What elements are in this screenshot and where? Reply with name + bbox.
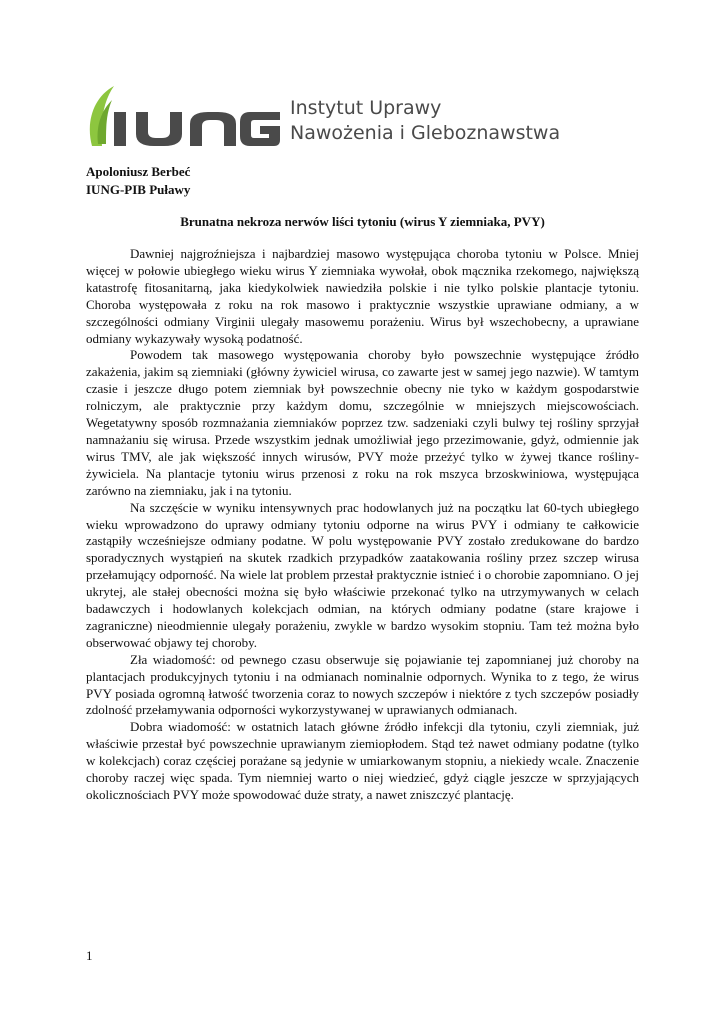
paragraph: Powodem tak masowego występowania choroby było powszechnie występujące źródło zakażenia, jakim są ziemniaki (główny żywiciel wirusa, co zawarte jest w samej jego nazwie). W tamtym czasie i jeszcze długo potem ziemniak był powszechnie obecny nie tyko w każdym gospodarstwie rolniczym, ale praktycznie przy każdym domu, szczególnie w mniejszych miejscowościach. Wegetatywny sposób rozmnażania ziemniaków poprzez tzw. sadzeniaki czyli bulwy tej rośliny sprzyjał namnażaniu się wirusa. Przede wszystkim jednak umożliwiał jego przezimowanie, gdyż, odmiennie jak wirus TMV, ale jak większość innych wirusów, PVY może przeżyć tylko w żywej tkance rośliny-żywiciela. Na plantacje tytoniu wirus przenosi z roku na rok mszyca brzoskwiniowa, występująca zarówno na ziemniaku, jak i na tytoniu. — [86, 347, 639, 498]
institute-name-line2: Nawożenia i Gleboznawstwa — [290, 122, 561, 144]
paragraph: Dawniej najgroźniejsza i najbardziej masowo występująca choroba tytoniu w Polsce. Mniej więcej w połowie ubiegłego wieku wirus Y ziemniaka wywołał, obok mącznika rzekomego, największą katastrofę fitosanitarną, jaka kiedykolwiek nawiedziła polskie i nie tylko polskie plantacje tytoniu. Choroba występowała z roku na rok masowo i praktycznie wszystkie uprawiane odmiany, a w szczególności odmiany Virginii ulegały masowemu porażeniu. Wirus był wszechobecny, a uprawiane odmiany wykazywały wysoką podatność. — [86, 246, 639, 346]
iung-logo-graphic — [84, 84, 284, 154]
author-name: Apoloniusz Berbeć — [86, 164, 191, 179]
institute-name-line1: Instytut Uprawy — [290, 97, 442, 119]
document-title: Brunatna nekroza nerwów liści tytoniu (wirus Y ziemniaka, PVY) — [180, 214, 545, 229]
paragraph: Zła wiadomość: od pewnego czasu obserwuje się pojawianie tej zapomnianej już choroby na plantacjach produkcyjnych tytoniu i na odmianach nominalnie odpornych. Wynika to z tego, że wirus PVY posiada ogromną łatwość tworzenia coraz to nowych szczepów i niektóre z tych szczepów posiadły zdolność przełamywania odporności wykorzystywanej w uprawianych odmianach. — [86, 651, 639, 718]
document-body — [86, 246, 639, 804]
paragraph: Na szczęście w wyniku intensywnych prac hodowlanych już na początku lat 60-tych ubiegłego wieku wprowadzono do uprawy odmiany tytoniu odporne na wirus PVY i odmiany te całkowicie zastąpiły wcześniejsze odmiany podatne. W polu występowanie PVY zostało zredukowane do bardzo sporadycznych wystąpień na skutek rzadkich przypadków zaatakowania rośliny przez szczep wirusa przełamujący odporność. Na wiele lat problem przestał praktycznie istnieć i o chorobie zapomniano. O jej ukrytej, ale stałej obecności można się było właściwie przekonać tylko na utrzymywanych w celach badawczych i hodowlanych kolekcjach odmian, na których odmiany podatne (stare krajowe i zagraniczne) nieodmiennie ulegały porażeniu, zwykle w bardzo wysokim stopniu. Tam też można było obserwować objawy tej choroby. — [86, 499, 639, 650]
author-block — [86, 163, 190, 199]
page-number: 1 — [86, 948, 93, 963]
paragraph: Dobra wiadomość: w ostatnich latach główne źródło infekcji dla tytoniu, czyli ziemniak, już właściwie przestał być powszechnie uprawianym ziemiopłodem. Stąd też nawet odmiany podatne (tylko w kolekcjach) coraz częściej porażane są jedynie w umiarkowanym stopniu, a niekiedy wcale. Znaczenie choroby raczej więc spada. Tym niemniej warto o niej wiedzieć, gdyż ciągle jeszcze w sprzyjających okolicznościach PVY może spowodować duże straty, a nawet zniszczyć plantację. — [86, 719, 639, 802]
iung-logo — [84, 84, 561, 154]
author-affiliation: IUNG-PIB Puławy — [86, 182, 191, 197]
institute-name — [290, 96, 560, 146]
